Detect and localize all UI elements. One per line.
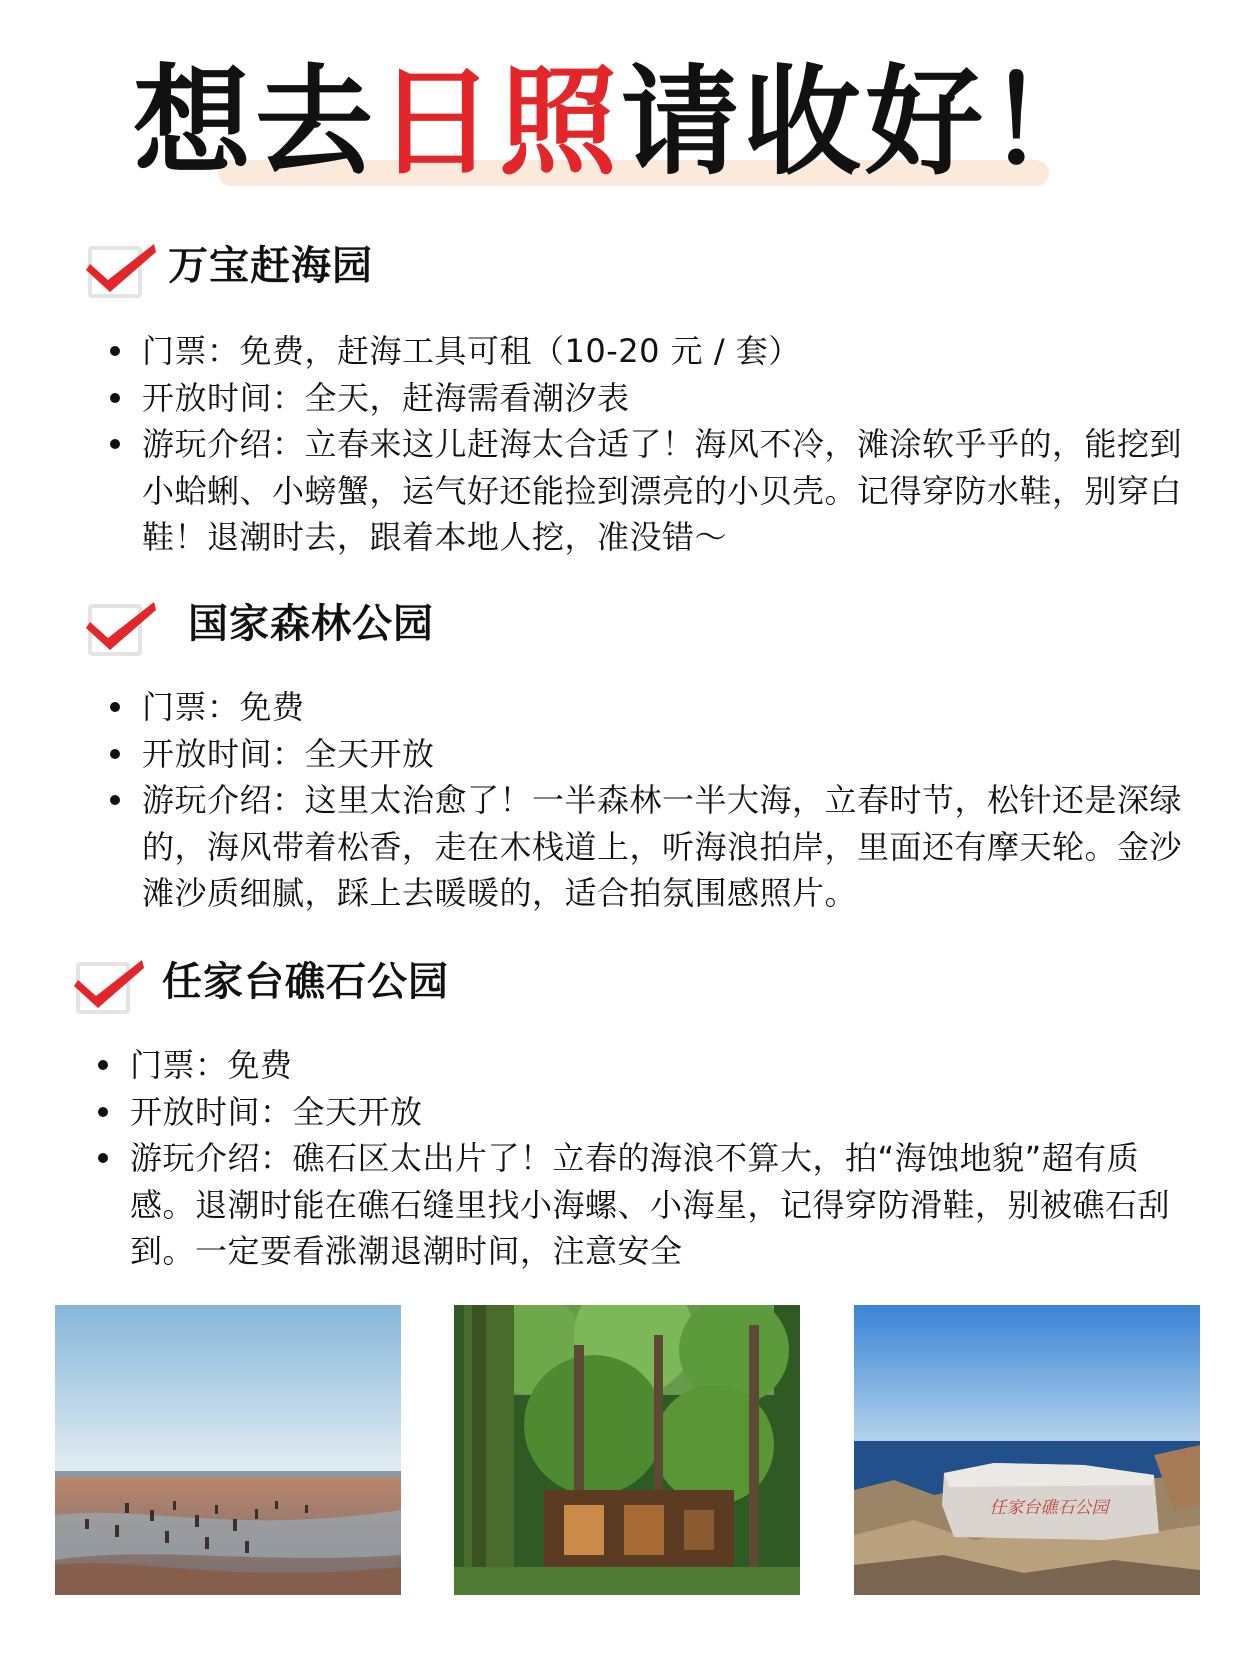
check-icon — [70, 952, 132, 1014]
list-item-intro: 游玩介绍：立春来这儿赶海太合适了！海风不冷，滩涂软乎乎的，能挖到小蛤蜊、小螃蟹，运气好还能捡到漂亮的小贝壳。记得穿防水鞋，别穿白鞋！退潮时去，跟着本地人挖，准没错～ — [110, 421, 1190, 561]
info-list — [110, 684, 1205, 917]
list-item-intro: 游玩介绍：礁石区太出片了！立春的海浪不算大，拍“海蚀地貌”超有质感。退潮时能在礁石缝里找小海螺、小海星，记得穿防滑鞋，别被礁石刮到。一定要看涨潮退潮时间，注意安全 — [98, 1135, 1183, 1275]
section-title: 国家森林公园 — [188, 601, 434, 647]
section-title: 万宝赶海园 — [168, 243, 373, 289]
list-item-ticket: 门票：免费 — [98, 1042, 1183, 1089]
check-icon — [82, 236, 144, 298]
list-item-ticket: 门票：免费，赶海工具可租（10-20 元 / 套） — [110, 328, 1190, 375]
photo-strip — [55, 1305, 1200, 1595]
list-item-hours: 开放时间：全天开放 — [98, 1089, 1183, 1136]
page-title — [0, 52, 1242, 192]
info-list — [98, 1042, 1183, 1275]
section-forest-park — [0, 594, 1242, 912]
list-item-intro: 游玩介绍：这里太治愈了！一半森林一半大海，立春时节，松针还是深绿的，海风带着松香，走在木栈道上，听海浪拍岸，里面还有摩天轮。金沙滩沙质细腻，踩上去暖暖的，适合拍氛围感照片。 — [110, 777, 1205, 917]
title-prefix: 想去 — [132, 53, 377, 191]
photo-reef-rock — [854, 1305, 1200, 1595]
section-wanbao — [0, 236, 1242, 556]
list-item-hours: 开放时间：全天开放 — [110, 731, 1205, 778]
list-item-hours: 开放时间：全天，赶海需看潮汐表 — [110, 375, 1190, 422]
info-list — [110, 328, 1190, 561]
rock-inscription: 任家台礁石公园 — [989, 1498, 1109, 1518]
list-item-ticket: 门票：免费 — [110, 684, 1205, 731]
check-icon — [82, 594, 144, 656]
title-highlight-text: 日照 — [376, 53, 621, 191]
title-suffix: 请收好！ — [621, 53, 1110, 191]
photo-forest — [454, 1305, 800, 1595]
photo-beach-tideflat — [55, 1305, 401, 1595]
section-title: 任家台礁石公园 — [162, 959, 449, 1005]
section-renjiatai — [0, 952, 1242, 1270]
